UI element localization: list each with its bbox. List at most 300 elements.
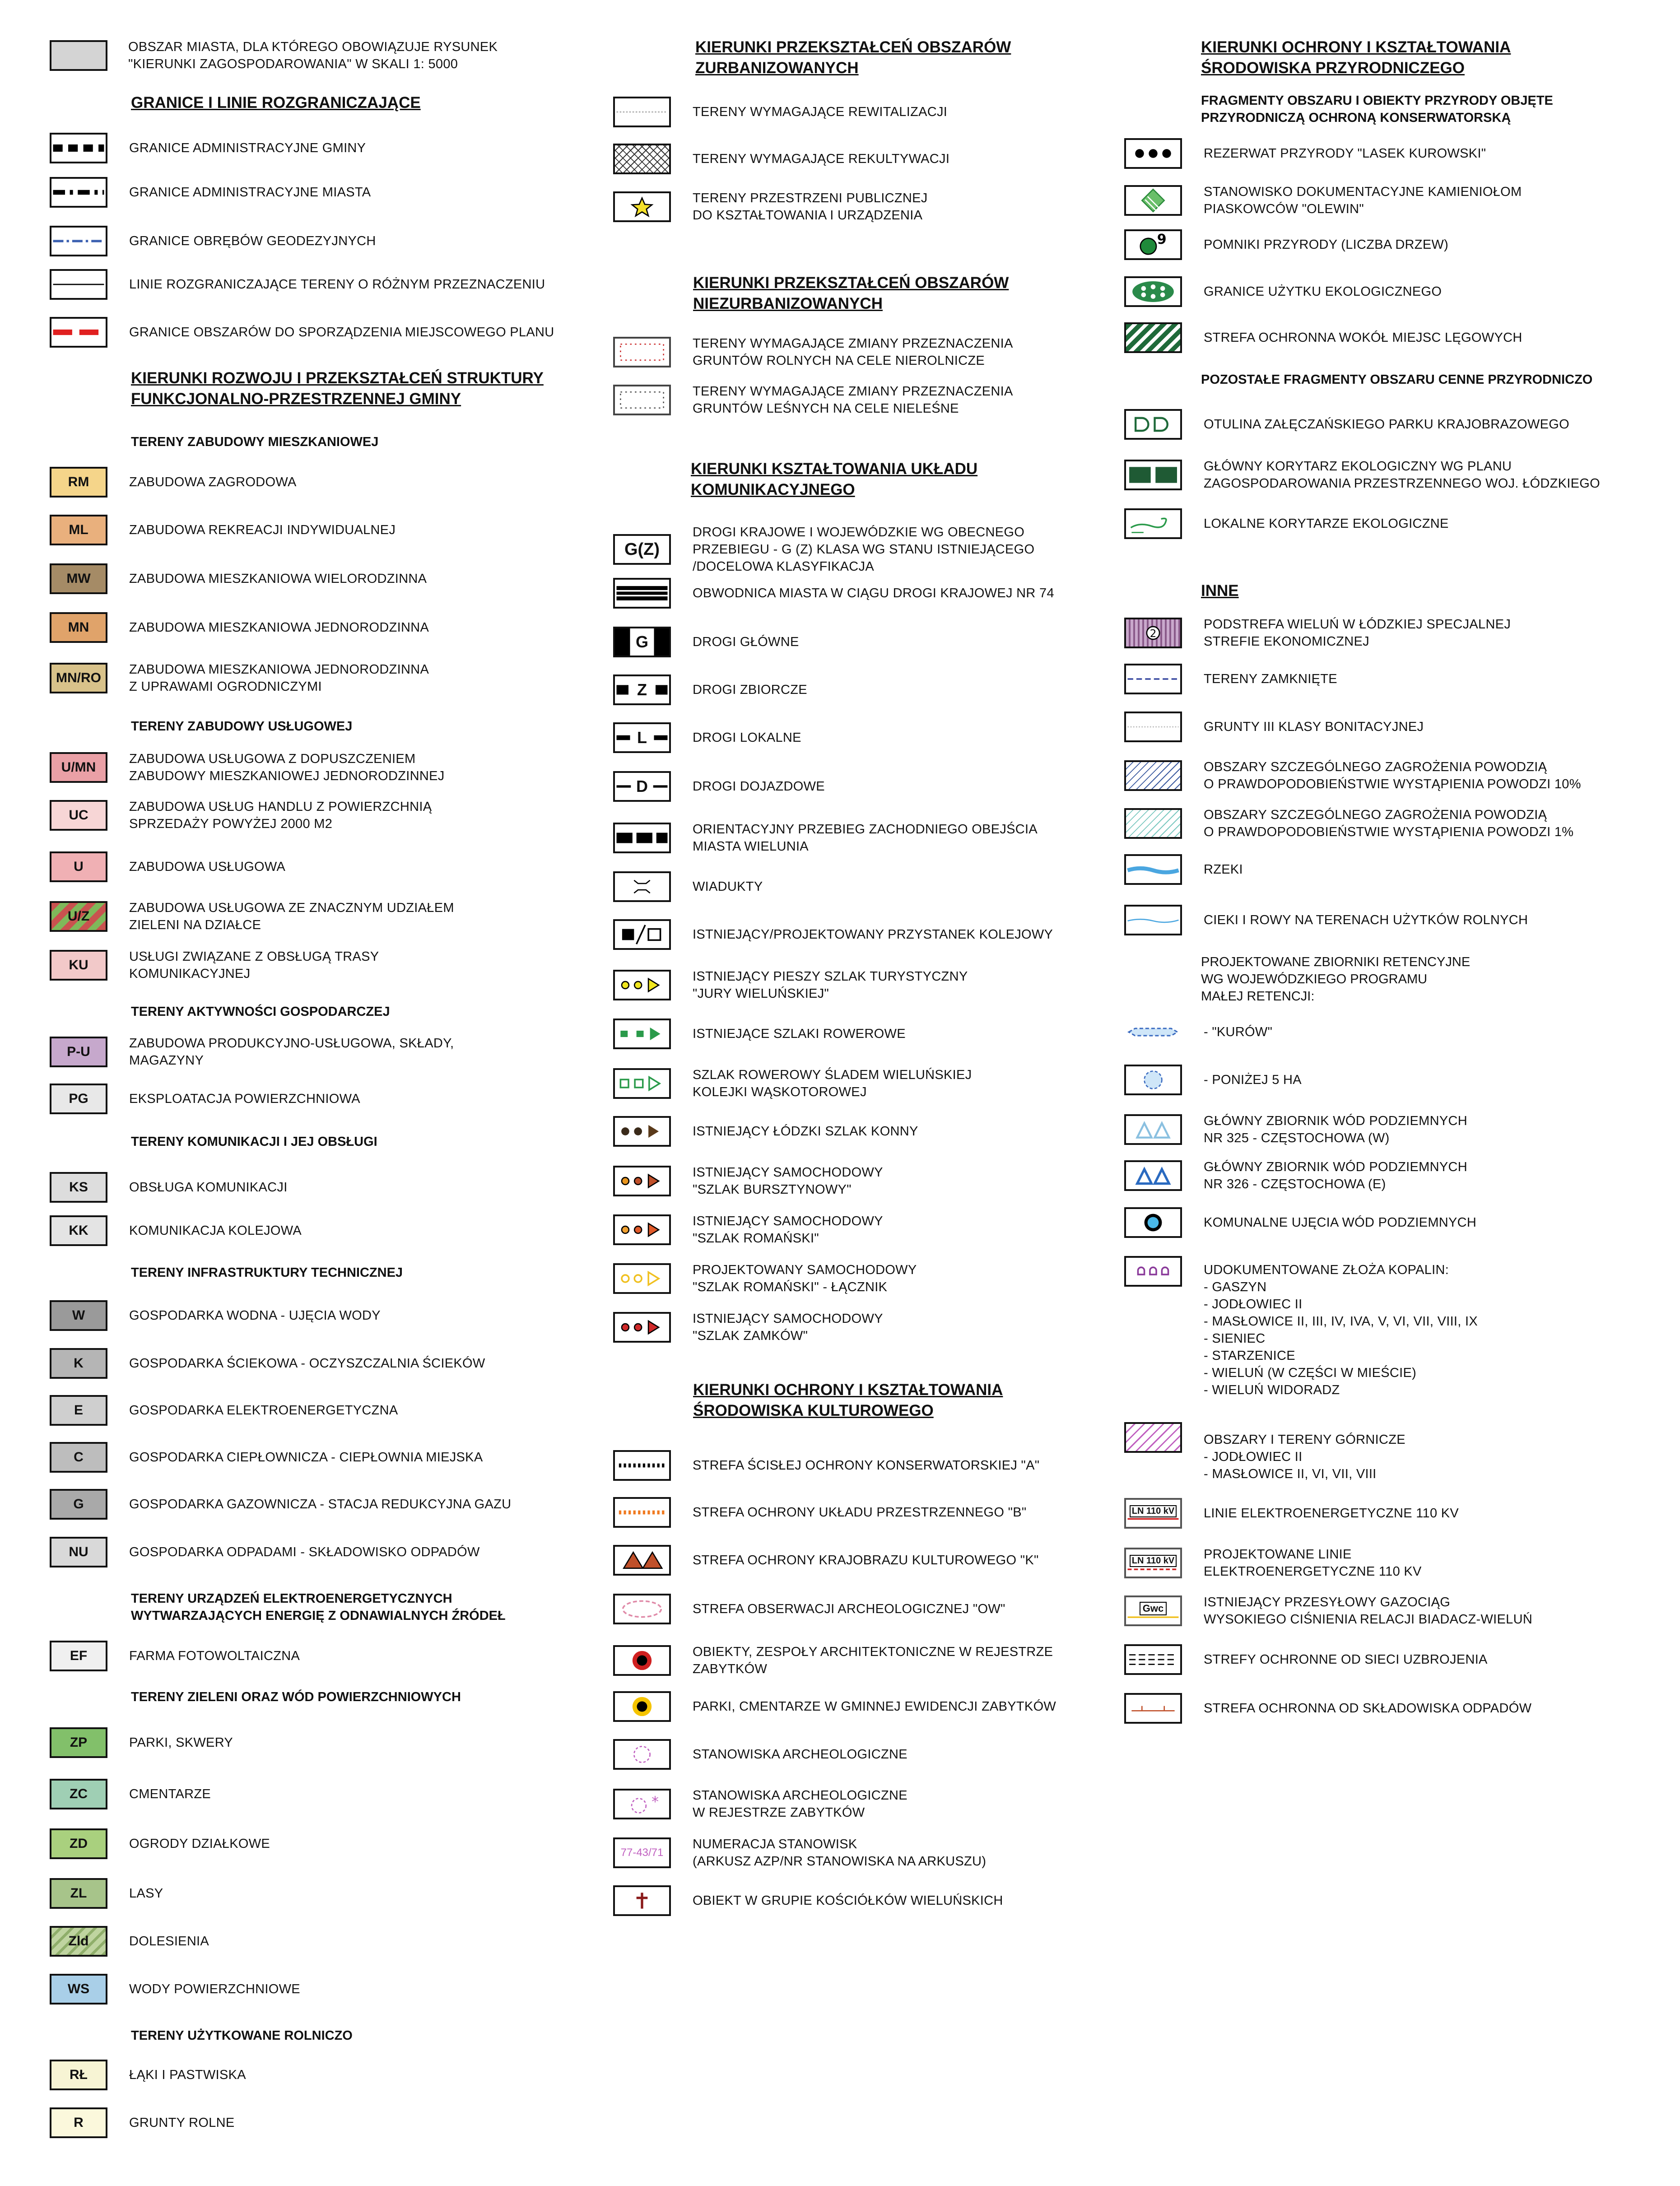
bypass-dashed-icon (613, 823, 671, 853)
subheading-usl: TERENY ZABUDOWY USŁUGOWEJ (131, 719, 353, 734)
tree-count-text: 9 (1157, 232, 1167, 248)
legend-label: GOSPODARKA CIEPŁOWNICZA - CIEPŁOWNIA MIEJSKA (129, 1450, 483, 1465)
legend-row-szlak-pieszy (613, 968, 1115, 1002)
legend-label: PROJEKTOWANE LINIE ELEKTROENERGETYCZNE 110 KV (1204, 1547, 1422, 1579)
legend-label: ISTNIEJĄCY SAMOCHODOWY "SZLAK BURSZTYNOWY" (693, 1165, 883, 1197)
legend-row-rm (50, 467, 600, 498)
blue-triangles-icon (1124, 1160, 1182, 1191)
well-icon (1124, 1207, 1182, 1238)
legend-label: OGRODY DZIAŁKOWE (129, 1837, 270, 1851)
planned-power-line-icon: LN 110 kV (1124, 1548, 1182, 1578)
legend-row-ewidencja (613, 1691, 1115, 1722)
legend-label: OBSZARY SZCZEGÓLNEGO ZAGROŻENIA POWODZIĄ O PRAWDOPODOBIEŃSTWIE WYSTĄPIENIA POWODZI 10% (1204, 760, 1581, 791)
legend-label: NUMERACJA STANOWISK (ARKUSZ AZP/NR STANOWISKA NA ARKUSZU) (693, 1837, 987, 1869)
dotted-line-icon (613, 97, 671, 127)
legend-row-nu (50, 1537, 600, 1567)
legend-row-rezerwat (1124, 138, 1680, 169)
legend-row-wiadukty (613, 871, 1115, 902)
legend-row-stanowiska (613, 1739, 1115, 1770)
legend-label: ISTNIEJĄCY PRZESYŁOWY GAZOCIĄG WYSOKIEGO CIŚNIENIA RELACJI BIADACZ-WIELUŃ (1204, 1595, 1533, 1627)
green-oval-dots-icon (1124, 276, 1182, 307)
color-swatch: E (50, 1395, 107, 1426)
color-swatch: P-U (50, 1037, 107, 1067)
dashed-border-icon (50, 133, 107, 163)
legend-row-drogi-glowne (613, 627, 1115, 657)
subheading-oze: TERENY URZĄDZEŃ ELEKTROENERGETYCZNYCH WYTWARZAJĄCYCH ENERGIĘ Z ODNAWIALNYCH ŹRÓDEŁ (131, 1591, 506, 1623)
legend-row-mw (50, 563, 600, 594)
legend-row-zld (50, 1926, 600, 1957)
legend-row-gzwp-325 (1124, 1112, 1680, 1147)
legend-label: ISTNIEJĄCE SZLAKI ROWEROWE (693, 1027, 906, 1041)
flood-10-icon (1124, 760, 1182, 791)
legend-row-numeracja (613, 1836, 1115, 1870)
yellow-circle-icon (613, 1691, 671, 1722)
legend-row-iii-klasa (1124, 712, 1680, 742)
legend-row-c (50, 1442, 600, 1473)
striped-swatch: Zld (50, 1926, 107, 1957)
pink-dashed-oval-icon (613, 1594, 671, 1624)
planned-trail-icon (613, 1263, 671, 1294)
legend-row-w (50, 1300, 600, 1331)
protection-zone-icon (1124, 1644, 1182, 1675)
legend-row-lacznik (613, 1261, 1115, 1296)
legend-row-ks (50, 1172, 600, 1203)
road-g-icon: G (613, 627, 671, 657)
double-line-icon (613, 578, 671, 609)
legend-label: OBSZAR MIASTA, DLA KTÓREGO OBOWIĄZUJE RYSUNEK "KIERUNKI ZAGOSPODAROWANIA" W SKALI 1: 5000 (128, 40, 498, 71)
legend-row-ef (50, 1641, 600, 1671)
reservoir-circle-icon (1124, 1065, 1182, 1095)
legend-row-mnro (50, 661, 600, 695)
legend-label: GRANICE ADMINISTRACYJNE GMINY (129, 141, 366, 155)
subheading-rol: TERENY UŻYTKOWANE ROLNICZO (131, 2028, 353, 2043)
dashed-circle-icon (613, 1739, 671, 1770)
legend-label: OBWODNICA MIASTA W CIĄGU DROGI KRAJOWEJ NR 74 (693, 586, 1054, 600)
legend-row-szlaki-rowerowe (613, 1019, 1115, 1049)
legend-label: PROJEKTOWANY SAMOCHODOWY "SZLAK ROMAŃSKI" - ŁĄCZNIK (693, 1263, 917, 1294)
subheading-gosp: TERENY AKTYWNOŚCI GOSPODARCZEJ (131, 1005, 390, 1019)
legend-label: STANOWISKO DOKUMENTACYJNE KAMIENIOŁOM PIASKOWCÓW "OLEWIN" (1204, 185, 1522, 216)
legend-row-cieki (1124, 905, 1680, 935)
road-l-icon: L (613, 722, 671, 753)
legend-label: CMENTARZE (129, 1787, 211, 1801)
legend-label: TERENY WYMAGAJĄCE ZMIANY PRZEZNACZENIA GRUNTÓW ROLNYCH NA CELE NIEROLNICZE (693, 336, 1013, 368)
legend-row-przystanek (613, 919, 1115, 950)
color-swatch: ML (50, 515, 107, 545)
legend-row-drogi-lokalne (613, 722, 1115, 753)
legend-label: DROGI GŁÓWNE (693, 635, 799, 649)
section-heading-kierunki: KIERUNKI ROZWOJU I PRZEKSZTAŁCEŃ STRUKTURY FUNKCJONALNO-PRZESTRZENNEJ GMINY (131, 369, 544, 408)
legend-label: DROGI LOKALNE (693, 730, 801, 745)
legend-label: DOLESIENIA (129, 1934, 209, 1949)
legend-label: GŁÓWNY ZBIORNIK WÓD PODZIEMNYCH NR 326 - CZĘSTOCHOWA (E) (1204, 1160, 1467, 1191)
rail-stop-icon (613, 919, 671, 950)
orange-dotted-border-icon (613, 1497, 671, 1528)
river-icon (1124, 854, 1182, 885)
legend-label: GŁÓWNY KORYTARZ EKOLOGICZNY WG PLANU ZAGOSPODAROWANIA PRZESTRZENNEGO WOJ. ŁÓDZKIEGO (1204, 459, 1600, 491)
legend-label: GŁÓWNY ZBIORNIK WÓD PODZIEMNYCH NR 325 - CZĘSTOCHOWA (W) (1204, 1114, 1467, 1145)
legend-row-umn (50, 750, 600, 785)
legend-row-kolejka (613, 1066, 1115, 1101)
gas-pipeline-icon: Gwc (1124, 1595, 1182, 1626)
legend-label: GOSPODARKA ODPADAMI - SKŁADOWISKO ODPADÓW (129, 1545, 480, 1559)
deposit-icon (1124, 1256, 1182, 1287)
legend-row-kk (50, 1215, 600, 1246)
section-heading-urb: KIERUNKI PRZEKSZTAŁCEŃ OBSZARÓW ZURBANIZOWANYCH (695, 38, 1011, 77)
power-line-icon: LN 110 kV (1124, 1498, 1182, 1529)
color-swatch: K (50, 1348, 107, 1379)
legend-label: DROGI ZBIORCZE (693, 683, 807, 697)
legend-row-zl (50, 1878, 600, 1909)
legend-row-zc (50, 1779, 600, 1809)
legend-label: LINIE ROZGRANICZAJĄCE TERENY O RÓŻNYM PRZEZNACZENIU (129, 277, 545, 292)
legend-row-kosciolki (613, 1885, 1115, 1916)
legend-row-zloza (1124, 1256, 1680, 1399)
legend-label: GRANICE UŻYTKU EKOLOGICZNEGO (1204, 284, 1442, 299)
subheading-frag: FRAGMENTY OBSZARU I OBIEKTY PRZYRODY OBJĘTE PRZYRODNICZĄ OCHRONĄ KONSERWATORSKĄ (1201, 93, 1553, 125)
color-swatch: WS (50, 1974, 107, 2005)
legend-row-podstrefa (1124, 616, 1680, 650)
stream-icon (1124, 905, 1182, 935)
color-swatch: MN (50, 612, 107, 643)
legend-row-rolne (613, 335, 1115, 369)
legend-row-dividing-lines (50, 269, 600, 300)
legend-row-pg (50, 1084, 600, 1114)
legend-label: OTULINA ZAŁĘCZAŃSKIEGO PARKU KRAJOBRAZOWEGO (1204, 417, 1570, 432)
green-hatch-icon (1124, 322, 1182, 353)
legend-label: STREFA OCHRONNA WOKÓŁ MIEJSC LĘGOWYCH (1204, 330, 1522, 345)
color-swatch: UC (50, 800, 107, 831)
legend-row-obwodnica (613, 578, 1115, 609)
legend-row-city-border (50, 177, 600, 208)
legend-label: DROGI KRAJOWE I WOJEWÓDZKIE WG OBECNEGO PRZEBIEGU - G (Z) KLASA WG STANU ISTNIEJĄCEGO /DOCELOWA KLASYFIKACJA (693, 525, 1035, 574)
color-swatch: U/MN (50, 752, 107, 783)
corridor-icon (1124, 460, 1182, 490)
legend-row-public-space (613, 190, 1115, 224)
legend-row-drogi-dojazdowe (613, 771, 1115, 802)
legend-row-uc (50, 798, 600, 833)
legend-label: REZERWAT PRZYRODY "LASEK KUROWSKI" (1204, 146, 1486, 161)
dashed-circle-star-icon (613, 1789, 671, 1819)
road-class-box: G(Z) (613, 534, 671, 565)
star-icon (613, 191, 671, 222)
legend-label: ORIENTACYJNY PRZEBIEG ZACHODNIEGO OBEJŚCIA MIASTA WIELUNIA (693, 822, 1038, 854)
legend-label: TERENY PRZESTRZENI PUBLICZNEJ DO KSZTAŁTOWANIA I URZĄDZENIA (693, 191, 928, 223)
legend-row-city-area (50, 38, 600, 73)
legend-label: ZABUDOWA USŁUGOWA ZE ZNACZNYM UDZIAŁEM ZIELENI NA DZIAŁCE (129, 901, 454, 932)
legend-row-szlak-konny (613, 1116, 1115, 1147)
subheading-kom: TERENY KOMUNIKACJI I JEJ OBSŁUGI (131, 1135, 377, 1149)
legend-label: PODSTREFA WIELUŃ W ŁÓDZKIEJ SPECJALNEJ STREFIE EKONOMICZNEJ (1204, 617, 1511, 649)
blue-dash-dot-icon (50, 226, 107, 256)
dash-dot-border-icon (50, 177, 107, 208)
legend-label: STANOWISKA ARCHEOLOGICZNE W REJESTRZE ZABYTKÓW (693, 1788, 907, 1820)
color-swatch: W (50, 1300, 107, 1331)
legend-label: GOSPODARKA WODNA - UJĘCIA WODY (129, 1308, 381, 1323)
flood-1-icon (1124, 808, 1182, 839)
legend-label: LINIE ELEKTROENERGETYCZNE 110 KV (1204, 1506, 1459, 1521)
legend-label: FARMA FOTOWOLTAICZNA (129, 1649, 300, 1663)
legend-row-gmina-border (50, 133, 600, 163)
legend-label: GRANICE OBSZARÓW DO SPORZĄDZENIA MIEJSCOWEGO PLANU (129, 325, 554, 340)
amber-trail-icon (613, 1166, 671, 1196)
legend-row-bursztynowy (613, 1164, 1115, 1198)
zone-number-text: 2 (1149, 628, 1157, 640)
bike-trail-icon (613, 1019, 671, 1049)
legend-label: GOSPODARKA GAZOWNICZA - STACJA REDUKCYJNA GAZU (129, 1497, 512, 1512)
color-swatch: KU (50, 950, 107, 981)
red-dotted-icon (613, 337, 671, 367)
subheading-mieszk: TERENY ZABUDOWY MIESZKANIOWEJ (131, 435, 379, 449)
legend-row-rl (50, 2060, 600, 2090)
legend-label: GOSPODARKA ŚCIEKOWA - OCZYSZCZALNIA ŚCIEKÓW (129, 1356, 485, 1371)
legend-label: ISTNIEJĄCY PIESZY SZLAK TURYSTYCZNY "JURY WIELUŃSKIEJ" (693, 969, 968, 1001)
subheading-ziel: TERENY ZIELENI ORAZ WÓD POWIERZCHNIOWYCH (131, 1690, 461, 1704)
legend-row-zamkniete (1124, 664, 1680, 694)
legend-row-lesne (613, 383, 1115, 417)
legend-label: KOMUNIKACJA KOLEJOWA (129, 1223, 302, 1238)
legend-row-zd (50, 1828, 600, 1859)
legend-row-ponizej-5ha (1124, 1065, 1680, 1095)
legend-label: STREFA OCHRONY KRAJOBRAZU KULTUROWEGO "K" (693, 1553, 1039, 1567)
site-number-box: 77-43/71 (613, 1837, 671, 1868)
legend-row-strefa-b (613, 1497, 1115, 1528)
red-dashed-icon (50, 317, 107, 348)
legend-row-e (50, 1395, 600, 1426)
legend-label: LASY (129, 1886, 163, 1901)
legend-row-mn (50, 612, 600, 643)
legend-label: USŁUGI ZWIĄZANE Z OBSŁUGĄ TRASY KOMUNIKACYJNEJ (129, 949, 379, 981)
legend-label: CIEKI I ROWY NA TERENACH UŻYTKÓW ROLNYCH (1204, 913, 1528, 927)
section-heading-nurb: KIERUNKI PRZEKSZTAŁCEŃ OBSZARÓW NIEZURBANIZOWANYCH (693, 274, 1009, 312)
color-swatch: PG (50, 1084, 107, 1114)
legend-row-gornicze (1124, 1422, 1680, 1483)
color-swatch: ZD (50, 1828, 107, 1859)
legend-row-rzeki (1124, 854, 1680, 885)
legend-row-ujecia (1124, 1207, 1680, 1238)
svg-text:*: * (652, 1794, 659, 1810)
cross-icon (613, 1885, 671, 1916)
landfill-zone-icon (1124, 1693, 1182, 1724)
color-swatch: R (50, 2107, 107, 2138)
purple-striped-icon (1124, 618, 1182, 648)
color-swatch: C (50, 1442, 107, 1473)
road-z-icon: Z (613, 674, 671, 705)
legend-row-ln-110-proj (1124, 1546, 1680, 1580)
legend-row-zamkow (613, 1310, 1115, 1344)
legend-label: - "KURÓW" (1204, 1025, 1273, 1039)
legend-row-strefa-k (613, 1545, 1115, 1576)
horse-trail-icon (613, 1116, 671, 1147)
legend-label: ŁĄKI I PASTWISKA (129, 2068, 246, 2082)
legend-label: STREFY OCHRONNE OD SIECI UZBROJENIA (1204, 1652, 1488, 1667)
legend-row-k (50, 1348, 600, 1379)
color-swatch: EF (50, 1641, 107, 1671)
legend-row-ml (50, 515, 600, 545)
legend-label: TERENY WYMAGAJĄCE ZMIANY PRZEZNACZENIA GRUNTÓW LEŚNYCH NA CELE NIELEŚNE (693, 384, 1013, 416)
legend-row-plan-border (50, 317, 600, 348)
legend-label: ZABUDOWA PRODUKCYJNO-USŁUGOWA, SKŁADY, MAGAZYNY (129, 1036, 454, 1068)
legend-label: ISTNIEJĄCY ŁÓDZKI SZLAK KONNY (693, 1124, 918, 1139)
legend-row-stanowiska-rejestr (613, 1787, 1115, 1821)
black-dotted-border-icon (613, 1450, 671, 1481)
legend-row-obejscie (613, 821, 1115, 855)
legend-row-drogi-krajowe (613, 524, 1115, 575)
gray-fill-swatch (50, 40, 107, 71)
legend-label: TERENY WYMAGAJĄCE REWITALIZACJI (693, 105, 948, 119)
quarry-diamond-icon (1124, 185, 1182, 216)
legend-label: ZABUDOWA MIESZKANIOWA JEDNORODZINNA Z UPRAWAMI OGRODNICZYMI (129, 662, 429, 694)
legend-label: RZEKI (1204, 862, 1243, 877)
color-swatch: KS (50, 1172, 107, 1203)
legend-row-obreb-border (50, 226, 600, 256)
legend-label: EKSPLOATACJA POWIERZCHNIOWA (129, 1092, 360, 1106)
legend-label: GRUNTY ROLNE (129, 2116, 235, 2130)
dotted-gray-icon (1124, 712, 1182, 742)
legend-row-strefa-ow (613, 1594, 1115, 1624)
legend-label: GRANICE OBRĘBÓW GEODEZYJNYCH (129, 234, 376, 248)
legend-row-korytarz-lokalny (1124, 508, 1680, 539)
section-heading-kult: KIERUNKI OCHRONY I KSZTAŁTOWANIA ŚRODOWISKA KULTUROWEGO (693, 1381, 1003, 1419)
road-d-icon: D (613, 771, 671, 802)
legend-row-rekultywacja (613, 144, 1115, 174)
legend-label: UDOKUMENTOWANE ZŁOŻA KOPALIN: - GASZYN - JODŁOWIEC II - MASŁOWICE II, III, IV, IVA, V, VI, VII, VIII, IX - SIENIEC - STARZENICE - WIELUŃ (W CZĘŚCI W MIEŚCIE) - WIELUŃ WIDORADZ (1204, 1263, 1478, 1397)
legend-row-skladowisko (1124, 1693, 1680, 1724)
legend-label: ZABUDOWA MIESZKANIOWA JEDNORODZINNA (129, 620, 429, 635)
legend-row-drogi-zbiorcze (613, 674, 1115, 705)
legend-row-korytarz-glowny (1124, 458, 1680, 492)
legend-label: PARKI, CMENTARZE W GMINNEJ EWIDENCJI ZABYTKÓW (693, 1699, 1056, 1714)
legend-label: STREFA OCHRONNA OD SKŁADOWISKA ODPADÓW (1204, 1701, 1532, 1716)
legend-label: STREFA ŚCISŁEJ OCHRONY KONSERWATORSKIEJ "A" (693, 1458, 1040, 1473)
legend-row-uz (50, 899, 600, 934)
legend-label: OBSŁUGA KOMUNIKACJI (129, 1180, 288, 1195)
legend-row-rewitalizacja (613, 97, 1115, 127)
legend-label: OBSZARY SZCZEGÓLNEGO ZAGROŻENIA POWODZIĄ O PRAWDOPODOBIEŃSTWIE WYSTĄPIENIA POWODZI 1% (1204, 808, 1574, 839)
color-swatch: U (50, 851, 107, 882)
section-heading-kom: KIERUNKI KSZTAŁTOWANIA UKŁADU KOMUNIKACYJNEGO (691, 460, 978, 498)
legend-row-uzytek (1124, 276, 1680, 307)
triangles-icon (613, 1545, 671, 1576)
legend-label: STREFA OBSERWACJI ARCHEOLOGICZNEJ "OW" (693, 1602, 1005, 1616)
legend-label: DROGI DOJAZDOWE (693, 779, 825, 794)
legend-label: WODY POWIERZCHNIOWE (129, 1982, 300, 1996)
color-swatch: ZL (50, 1878, 107, 1909)
legend-label: LOKALNE KORYTARZE EKOLOGICZNE (1204, 516, 1449, 531)
section-heading-przyr: KIERUNKI OCHRONY I KSZTAŁTOWANIA ŚRODOWISKA PRZYRODNICZEGO (1201, 38, 1511, 77)
color-swatch: MN/RO (50, 663, 107, 693)
legend-label: WIADUKTY (693, 879, 763, 894)
legend-row-gzwp-326 (1124, 1158, 1680, 1193)
legend-row-ws (50, 1974, 600, 2005)
light-triangles-icon (1124, 1114, 1182, 1145)
legend-label: ISTNIEJĄCY/PROJEKTOWANY PRZYSTANEK KOLEJOWY (693, 927, 1053, 942)
green-curve-icon (1124, 508, 1182, 539)
tree-monument-icon (1124, 229, 1182, 260)
three-dots-icon (1124, 138, 1182, 169)
color-swatch: NU (50, 1537, 107, 1567)
legend-label: POMNIKI PRZYRODY (LICZBA DRZEW) (1204, 237, 1449, 252)
legend-row-powodz-1 (1124, 806, 1680, 841)
legend-label: ZABUDOWA MIESZKANIOWA WIELORODZINNA (129, 572, 427, 586)
legend-label: GRUNTY III KLASY BONITACYJNEJ (1204, 720, 1424, 734)
subheading-poz: POZOSTAŁE FRAGMENTY OBSZARU CENNE PRZYRODNICZO (1201, 372, 1593, 387)
legend-label: ZABUDOWA REKREACJI INDYWIDUALNEJ (129, 523, 396, 537)
section-heading-inne: INNE (1201, 582, 1239, 600)
legend-label: TERENY WYMAGAJĄCE REKULTYWACJI (693, 152, 950, 166)
legend-row-sieci (1124, 1644, 1680, 1675)
legend-label: ISTNIEJĄCY SAMOCHODOWY "SZLAK ZAMKÓW" (693, 1312, 883, 1343)
bike-rail-trail-icon (613, 1068, 671, 1099)
legend-label: PARKI, SKWERY (129, 1735, 233, 1750)
reservoir-dashed-icon (1124, 1017, 1182, 1047)
striped-swatch: U/Z (50, 901, 107, 932)
legend-row-romanski (613, 1213, 1115, 1247)
color-swatch: ZP (50, 1727, 107, 1758)
legend-label: - PONIŻEJ 5 HA (1204, 1073, 1302, 1087)
trail-yellow-icon (613, 970, 671, 1000)
legend-row-kurow (1124, 1017, 1680, 1047)
legend-label: GRANICE ADMINISTRACYJNE MIASTA (129, 185, 371, 200)
subheading-infra: TERENY INFRASTRUKTURY TECHNICZNEJ (131, 1265, 403, 1280)
legend-label: STANOWISKA ARCHEOLOGICZNE (693, 1747, 907, 1762)
castle-trail-icon (613, 1312, 671, 1343)
legend-row-zp (50, 1727, 600, 1758)
thin-line-icon (50, 269, 107, 300)
color-swatch: G (50, 1489, 107, 1520)
color-swatch: KK (50, 1215, 107, 1246)
legend-label: OBIEKT W GRUPIE KOŚCIÓŁKÓW WIELUŃSKICH (693, 1893, 1003, 1908)
romanesque-trail-icon (613, 1214, 671, 1245)
blue-dashed-line-icon (1124, 664, 1182, 694)
legend-label: ZABUDOWA ZAGRODOWA (129, 475, 297, 489)
legend-row-pomniki (1124, 229, 1680, 260)
legend-row-legowe (1124, 322, 1680, 353)
legend-row-u (50, 851, 600, 882)
d-shapes-icon (1124, 409, 1182, 440)
legend-label: GOSPODARKA ELEKTROENERGETYCZNA (129, 1403, 398, 1418)
legend-row-pu (50, 1035, 600, 1069)
color-swatch: ZC (50, 1779, 107, 1809)
legend-row-g (50, 1489, 600, 1520)
legend-row-powodz-10 (1124, 758, 1680, 793)
legend-label: KOMUNALNE UJĘCIA WÓD PODZIEMNYCH (1204, 1215, 1477, 1230)
legend-label: TERENY ZAMKNIĘTE (1204, 672, 1337, 686)
legend-label: SZLAK ROWEROWY ŚLADEM WIELUŃSKIEJ KOLEJKI WĄSKOTOROWEJ (693, 1068, 972, 1099)
legend-label: ISTNIEJĄCY SAMOCHODOWY "SZLAK ROMAŃSKI" (693, 1214, 883, 1246)
color-swatch: RŁ (50, 2060, 107, 2090)
legend-row-rejestr (613, 1643, 1115, 1678)
legend-label: STREFA OCHRONY UKŁADU PRZESTRZENNEGO "B" (693, 1505, 1027, 1520)
gray-dotted-icon (613, 385, 671, 415)
section-heading-granice: GRANICE I LINIE ROZGRANICZAJĄCE (131, 94, 421, 112)
legend-label: ZABUDOWA USŁUGOWA Z DOPUSZCZENIEM ZABUDOWY MIESZKANIOWEJ JEDNORODZINNEJ (129, 752, 445, 783)
legend-row-r (50, 2107, 600, 2138)
legend-row-otulina (1124, 409, 1680, 440)
legend-row-gazociag (1124, 1594, 1680, 1628)
legend-row-kamieniolom (1124, 183, 1680, 218)
legend-label: OBIEKTY, ZESPOŁY ARCHITEKTONICZNE W REJESTRZE ZABYTKÓW (693, 1645, 1053, 1676)
legend-label: ZABUDOWA USŁUG HANDLU Z POWIERZCHNIĄ SPRZEDAŻY POWYŻEJ 2000 M2 (129, 800, 432, 831)
color-swatch: MW (50, 563, 107, 594)
legend-row-strefa-a (613, 1450, 1115, 1481)
purple-hatch-icon (1124, 1422, 1182, 1453)
legend-label: OBSZARY I TERENY GÓRNICZE - JODŁOWIEC II - MASŁOWICE II, VI, VII, VIII (1204, 1433, 1405, 1481)
red-circle-icon (613, 1645, 671, 1676)
retention-title: PROJEKTOWANE ZBIORNIKI RETENCYJNE WG WOJEWÓDZKIEGO PROGRAMU MAŁEJ RETENCJI: (1201, 955, 1471, 1004)
color-swatch: RM (50, 467, 107, 498)
legend-row-ln-110 (1124, 1498, 1680, 1529)
